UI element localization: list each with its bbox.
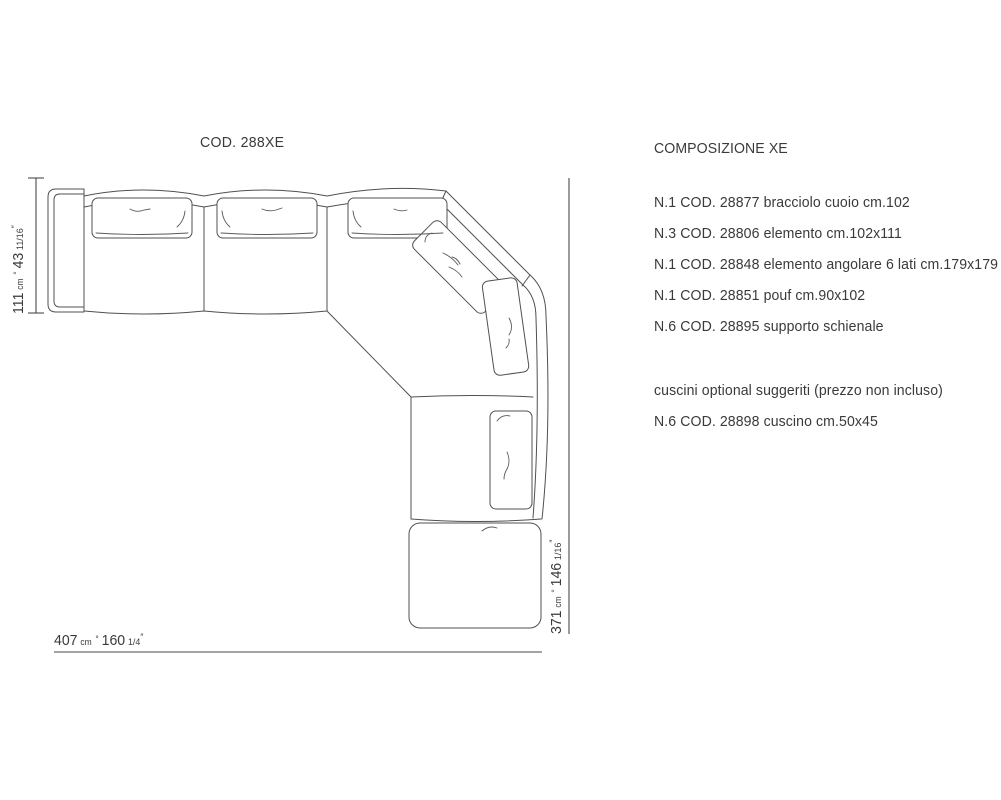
- dim-cm-value: 111: [10, 292, 27, 314]
- composition-item: N.1 COD. 28848 elemento angolare 6 lati cm.179x179: [654, 256, 999, 273]
- dim-cm-value: 371: [548, 610, 565, 634]
- dim-separator: °: [12, 271, 22, 275]
- armrest-inner-edge: [54, 194, 84, 307]
- dim-inch-value: 146: [548, 562, 565, 587]
- dim-inch-fraction: 1/4: [127, 637, 141, 648]
- dim-inch-value: 43: [10, 252, 27, 269]
- dimension-label-left: [10, 225, 27, 314]
- backrest-cushion-6: [490, 411, 532, 509]
- dim-separator: °: [550, 589, 560, 593]
- backrest-cushion-5: [482, 277, 530, 376]
- pouf: [409, 523, 541, 628]
- dimension-label-bottom: [54, 632, 143, 649]
- backrest-cushion-2: [217, 198, 317, 238]
- composition-item: N.6 COD. 28895 supporto schienale: [654, 318, 884, 335]
- dimension-lines: [28, 178, 569, 652]
- composition-item: N.1 COD. 28877 bracciolo cuoio cm.102: [654, 194, 910, 211]
- composition-item: N.6 COD. 28898 cuscino cm.50x45: [654, 413, 878, 430]
- composition-heading: COMPOSIZIONE XE: [654, 140, 788, 157]
- composition-item: N.1 COD. 28851 pouf cm.90x102: [654, 287, 866, 304]
- corner-seat-diagonal-seam: [327, 311, 411, 397]
- dim-separator: °: [95, 634, 99, 644]
- composition-item: N.3 COD. 28806 elemento cm.102x111: [654, 225, 902, 242]
- composition-optional-section: [654, 375, 943, 437]
- composition-items: [654, 187, 998, 342]
- armrest-bracciolo: [48, 189, 84, 312]
- optional-cushions-note: cuscini optional suggeriti (prezzo non incluso): [654, 382, 943, 399]
- backrest-cushion-1: [92, 198, 192, 238]
- dim-inch-mark: ″: [10, 225, 20, 229]
- dim-inch-mark: ″: [140, 632, 144, 642]
- back-band-inner-edge: [84, 200, 537, 518]
- dim-inch-value: 160: [101, 632, 126, 649]
- dim-inch-fraction: 11/16: [15, 228, 26, 250]
- dim-inch-mark: ″: [548, 539, 558, 543]
- backrest-cushions: [92, 198, 532, 509]
- element-pouf-divider: [411, 519, 541, 522]
- upholstery-wrinkles: [96, 208, 512, 531]
- dim-inch-fraction: 1/16: [553, 542, 564, 561]
- dim-cm-unit: cm: [80, 637, 92, 647]
- wrinkle-mark: [482, 527, 497, 531]
- band-seam-corner-bend: [522, 275, 530, 286]
- drawing-code-title: COD. 288XE: [200, 134, 285, 151]
- dim-cm-value: 407: [54, 632, 78, 649]
- dim-cm-unit: cm: [553, 596, 563, 608]
- corner-element-divider: [411, 396, 533, 398]
- dim-cm-unit: cm: [15, 278, 25, 290]
- seat-front-edge: [84, 311, 327, 314]
- dimension-label-right: [548, 540, 565, 634]
